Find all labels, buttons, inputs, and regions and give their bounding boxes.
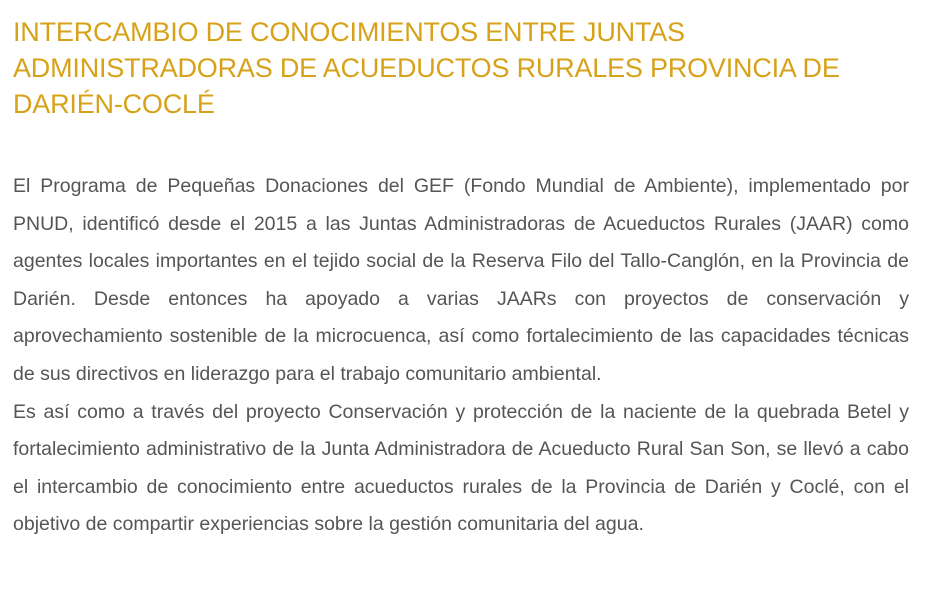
article [13, 14, 909, 544]
article-title: INTERCAMBIO DE CONOCIMIENTOS ENTRE JUNTAS ADMINISTRADORAS DE ACUEDUCTOS RURALES PROVINCIA DE DARIÉN-COCLÉ [13, 17, 840, 119]
article-paragraph: Es así como a través del proyecto Conservación y protección de la naciente de la quebrada Betel y fortalecimiento administrativo de la Junta Administradora de Acueducto Rural San Son, se llevó a cabo el intercambio de conocimiento entre acueductos rurales de la Provincia de Darién y Coclé, con el objetivo de compartir experiencias sobre la gestión comunitaria del agua. [13, 400, 909, 536]
article-paragraph: El Programa de Pequeñas Donaciones del GEF (Fondo Mundial de Ambiente), implementado por PNUD, identificó desde el 2015 a las Juntas Administradoras de Acueductos Rurales (JAAR) como agentes locales importantes en el tejido social de la Reserva Filo del Tallo-Canglón, en la Provincia de Darién. Desde entonces ha apoyado a varias JAARs con proyectos de conservación y aprovechamiento sostenible de la microcuenca, así como fortalecimiento de las capacidades técnicas de sus directivos en liderazgo para el trabajo comunitario ambiental. [13, 175, 909, 385]
